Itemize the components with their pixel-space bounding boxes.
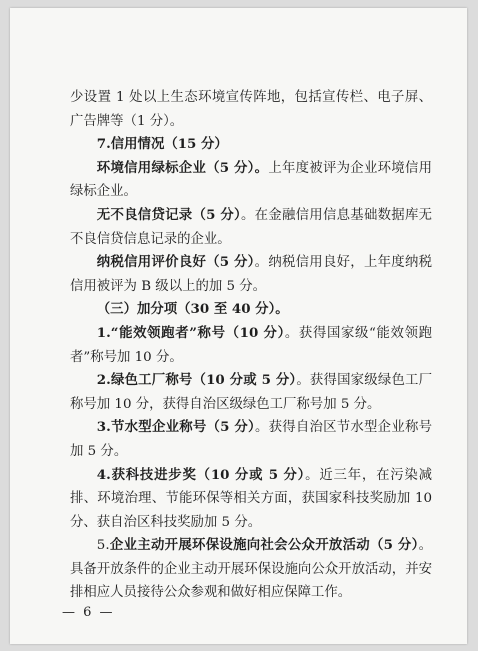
bold-text: 4.获科技进步奖（10 分或 5 分） (96, 466, 306, 483)
bold-text: 环境信用绿标企业（5 分）。 (96, 159, 269, 176)
page-number: — 6 — (62, 605, 115, 620)
text-run: 。具备开放条件的企业主动开展环保设施向公众开放活动，并安排相应人员接待公众参观和做好相应保障工作。 (70, 538, 432, 601)
paragraph (70, 464, 432, 535)
paragraph (70, 534, 432, 605)
text-run: 。近三年，在污染减排、环境治理、节能环保等相关方面，获国家科技奖励加 10 分、获自治区科技奖励加 5 分。 (70, 467, 433, 530)
document-body (70, 86, 432, 605)
bold-text: 7.信用情况（15 分） (96, 136, 228, 153)
paragraph (70, 204, 432, 251)
text-run: 。纳税信用良好，上年度纳税信用被评为 B 级以上的加 5 分。 (70, 255, 433, 294)
text-run: 。在金融信用信息基础数据库无不良信贷信息记录的企业。 (70, 207, 432, 247)
text-run: 。获得自治区节水型企业称号加 5 分。 (70, 420, 432, 459)
bold-text: 1.“能效领跑者”称号（10 分） (96, 324, 285, 341)
text-run: 少设置 1 处以上生态环境宣传阵地，包括宣传栏、电子屏、广告牌等（1 分）。 (70, 90, 432, 129)
text-run: 。获得国家级“能效领跑者”称号加 10 分。 (70, 325, 432, 365)
text-run: 。获得国家级绿色工厂称号加 10 分，获得自治区级绿色工厂称号加 5 分。 (70, 373, 433, 412)
text-run: 上年度被评为企业环境信用绿标企业。 (70, 160, 432, 200)
paragraph (70, 298, 432, 322)
paragraph (70, 86, 432, 133)
paragraph (70, 157, 432, 204)
bold-text: 无不良信贷记录（5 分） (96, 206, 241, 223)
bold-text: 2.绿色工厂称号（10 分或 5 分） (96, 372, 297, 389)
paragraph (70, 251, 432, 298)
document-page (10, 8, 467, 644)
paragraph (70, 416, 432, 463)
text-run: 5. (96, 538, 110, 554)
bold-text: 纳税信用评价良好（5 分） (96, 254, 255, 271)
paragraph (70, 369, 432, 416)
bold-text: 3.节水型企业称号（5 分） (96, 419, 255, 436)
bold-text: （三）加分项（30 至 40 分）。 (96, 301, 289, 318)
paragraph (70, 322, 432, 369)
paragraph (70, 133, 432, 157)
bold-text: 企业主动开展环保设施向社会公众开放活动（5 分） (109, 537, 419, 554)
